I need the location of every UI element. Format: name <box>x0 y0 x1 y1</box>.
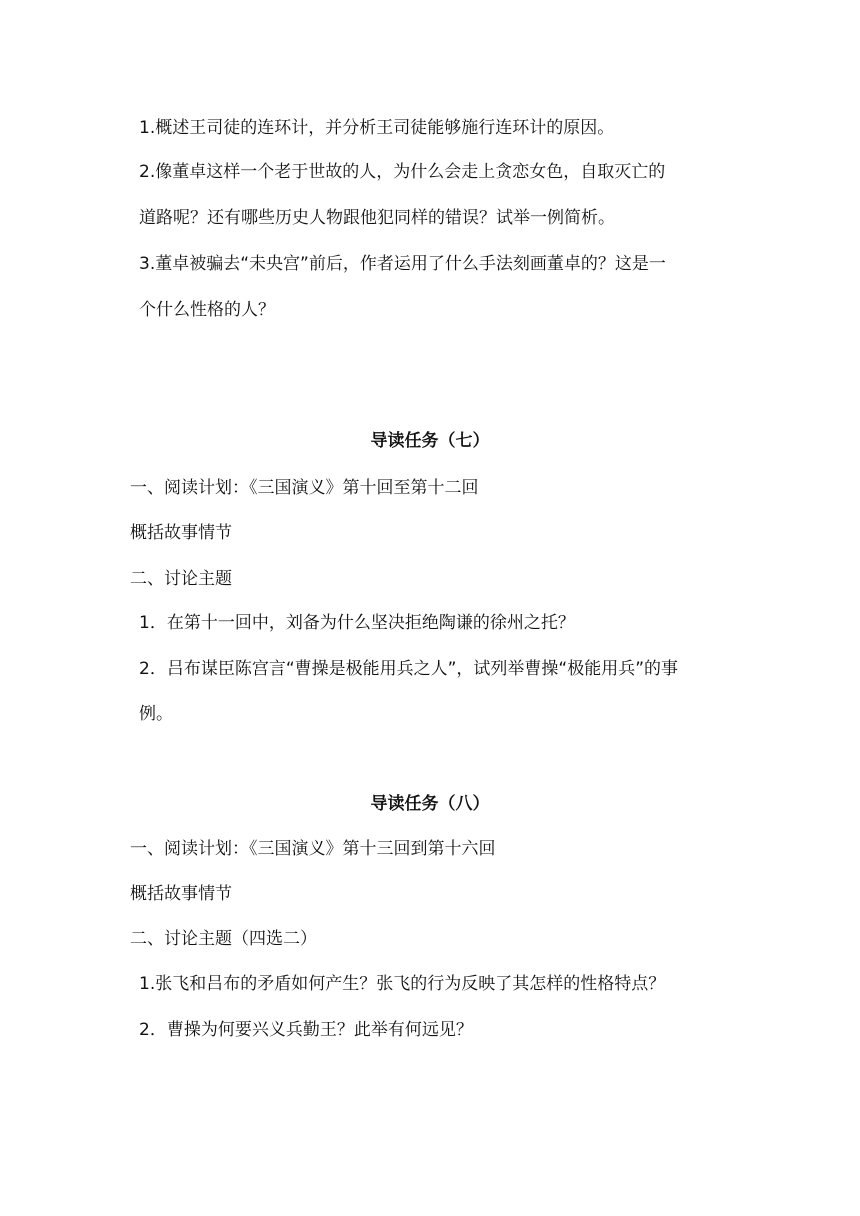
section1-question-1: 1.概述王司徒的连环计，并分析王司徒能够施行连环计的原因。 <box>139 118 615 138</box>
section1-question-3-line-2: 个什么性格的人？ <box>139 300 275 320</box>
task8-discussion-heading: 二、讨论主题（四选二） <box>130 929 317 949</box>
task8-title: 导读任务（八） <box>370 794 490 814</box>
section1-question-3-line-1: 3.董卓被骗去“未央宫”前后，作者运用了什么手法刻画董卓的？这是一 <box>139 254 666 274</box>
task7-discussion-heading: 二、讨论主题 <box>130 569 232 589</box>
task8-question-1: 1.张飞和吕布的矛盾如何产生？张飞的行为反映了其怎样的性格特点？ <box>139 974 666 994</box>
section1-question-2-line-1: 2.像董卓这样一个老于世故的人，为什么会走上贪恋女色，自取灭亡的 <box>139 162 666 182</box>
task7-question-2-line-1: 2．吕布谋臣陈宫言“曹操是极能用兵之人”，试列举曹操“极能用兵”的事 <box>139 659 679 679</box>
task7-summary: 概括故事情节 <box>130 523 232 543</box>
task7-question-1: 1．在第十一回中，刘备为什么坚决拒绝陶谦的徐州之托？ <box>139 613 575 633</box>
task8-summary: 概括故事情节 <box>130 884 232 904</box>
task7-reading-plan: 一、阅读计划：《三国演义》第十回至第十二回 <box>130 478 479 498</box>
task8-question-2: 2．曹操为何要兴义兵勤王？此举有何远见？ <box>139 1020 473 1040</box>
task8-reading-plan: 一、阅读计划：《三国演义》第十三回到第十六回 <box>130 839 496 859</box>
task7-question-2-line-2: 例。 <box>139 704 173 724</box>
section1-question-2-line-2: 道路呢？还有哪些历史人物跟他犯同样的错误？试举一例简析。 <box>139 208 615 228</box>
task7-title: 导读任务（七） <box>370 431 490 451</box>
